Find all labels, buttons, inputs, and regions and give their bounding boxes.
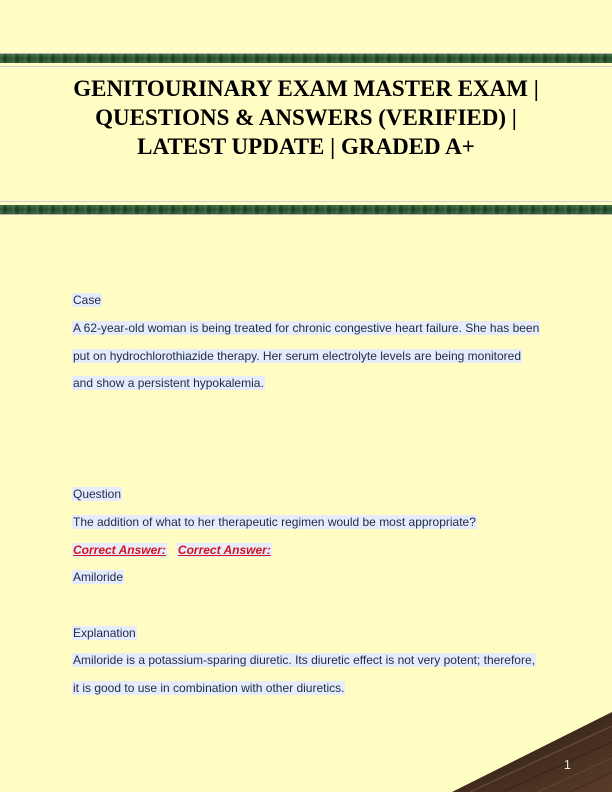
bottom-decorative-band	[0, 205, 612, 214]
case-text-line: put on hydrochlorothiazide therapy. Her serum electrolyte levels are being monitored	[73, 349, 522, 363]
explanation-heading: Explanation	[73, 626, 136, 640]
correct-answer-labels	[72, 543, 272, 558]
explanation-text-line: Amiloride is a potassium-sparing diuretic. Its diuretic effect is not very potent; therefore,	[73, 653, 535, 667]
top-decorative-band	[0, 54, 612, 63]
question-text: The addition of what to her therapeutic regimen would be most appropriate?	[73, 515, 476, 529]
wood-corner-decoration	[452, 712, 612, 792]
correct-answer-label: Correct Answer:	[177, 543, 271, 557]
answer-text: Amiloride	[73, 570, 124, 584]
document-title: GENITOURINARY EXAM MASTER EXAM | QUESTIONS & ANSWERS (VERIFIED) | LATEST UPDATE | GRADED A+	[73, 76, 539, 159]
case-text-line: and show a persistent hypokalemia.	[73, 376, 264, 390]
explanation-text-line: it is good to use in combination with other diuretics.	[73, 681, 345, 695]
case-heading: Case	[73, 293, 102, 307]
page-number: 1	[563, 757, 571, 772]
bottom-band-edge	[0, 214, 612, 215]
case-text-line: A 62-year-old woman is being treated for chronic congestive heart failure. She has been	[73, 321, 540, 335]
correct-answer-label: Correct Answer:	[73, 543, 166, 557]
question-heading: Question	[73, 487, 122, 501]
